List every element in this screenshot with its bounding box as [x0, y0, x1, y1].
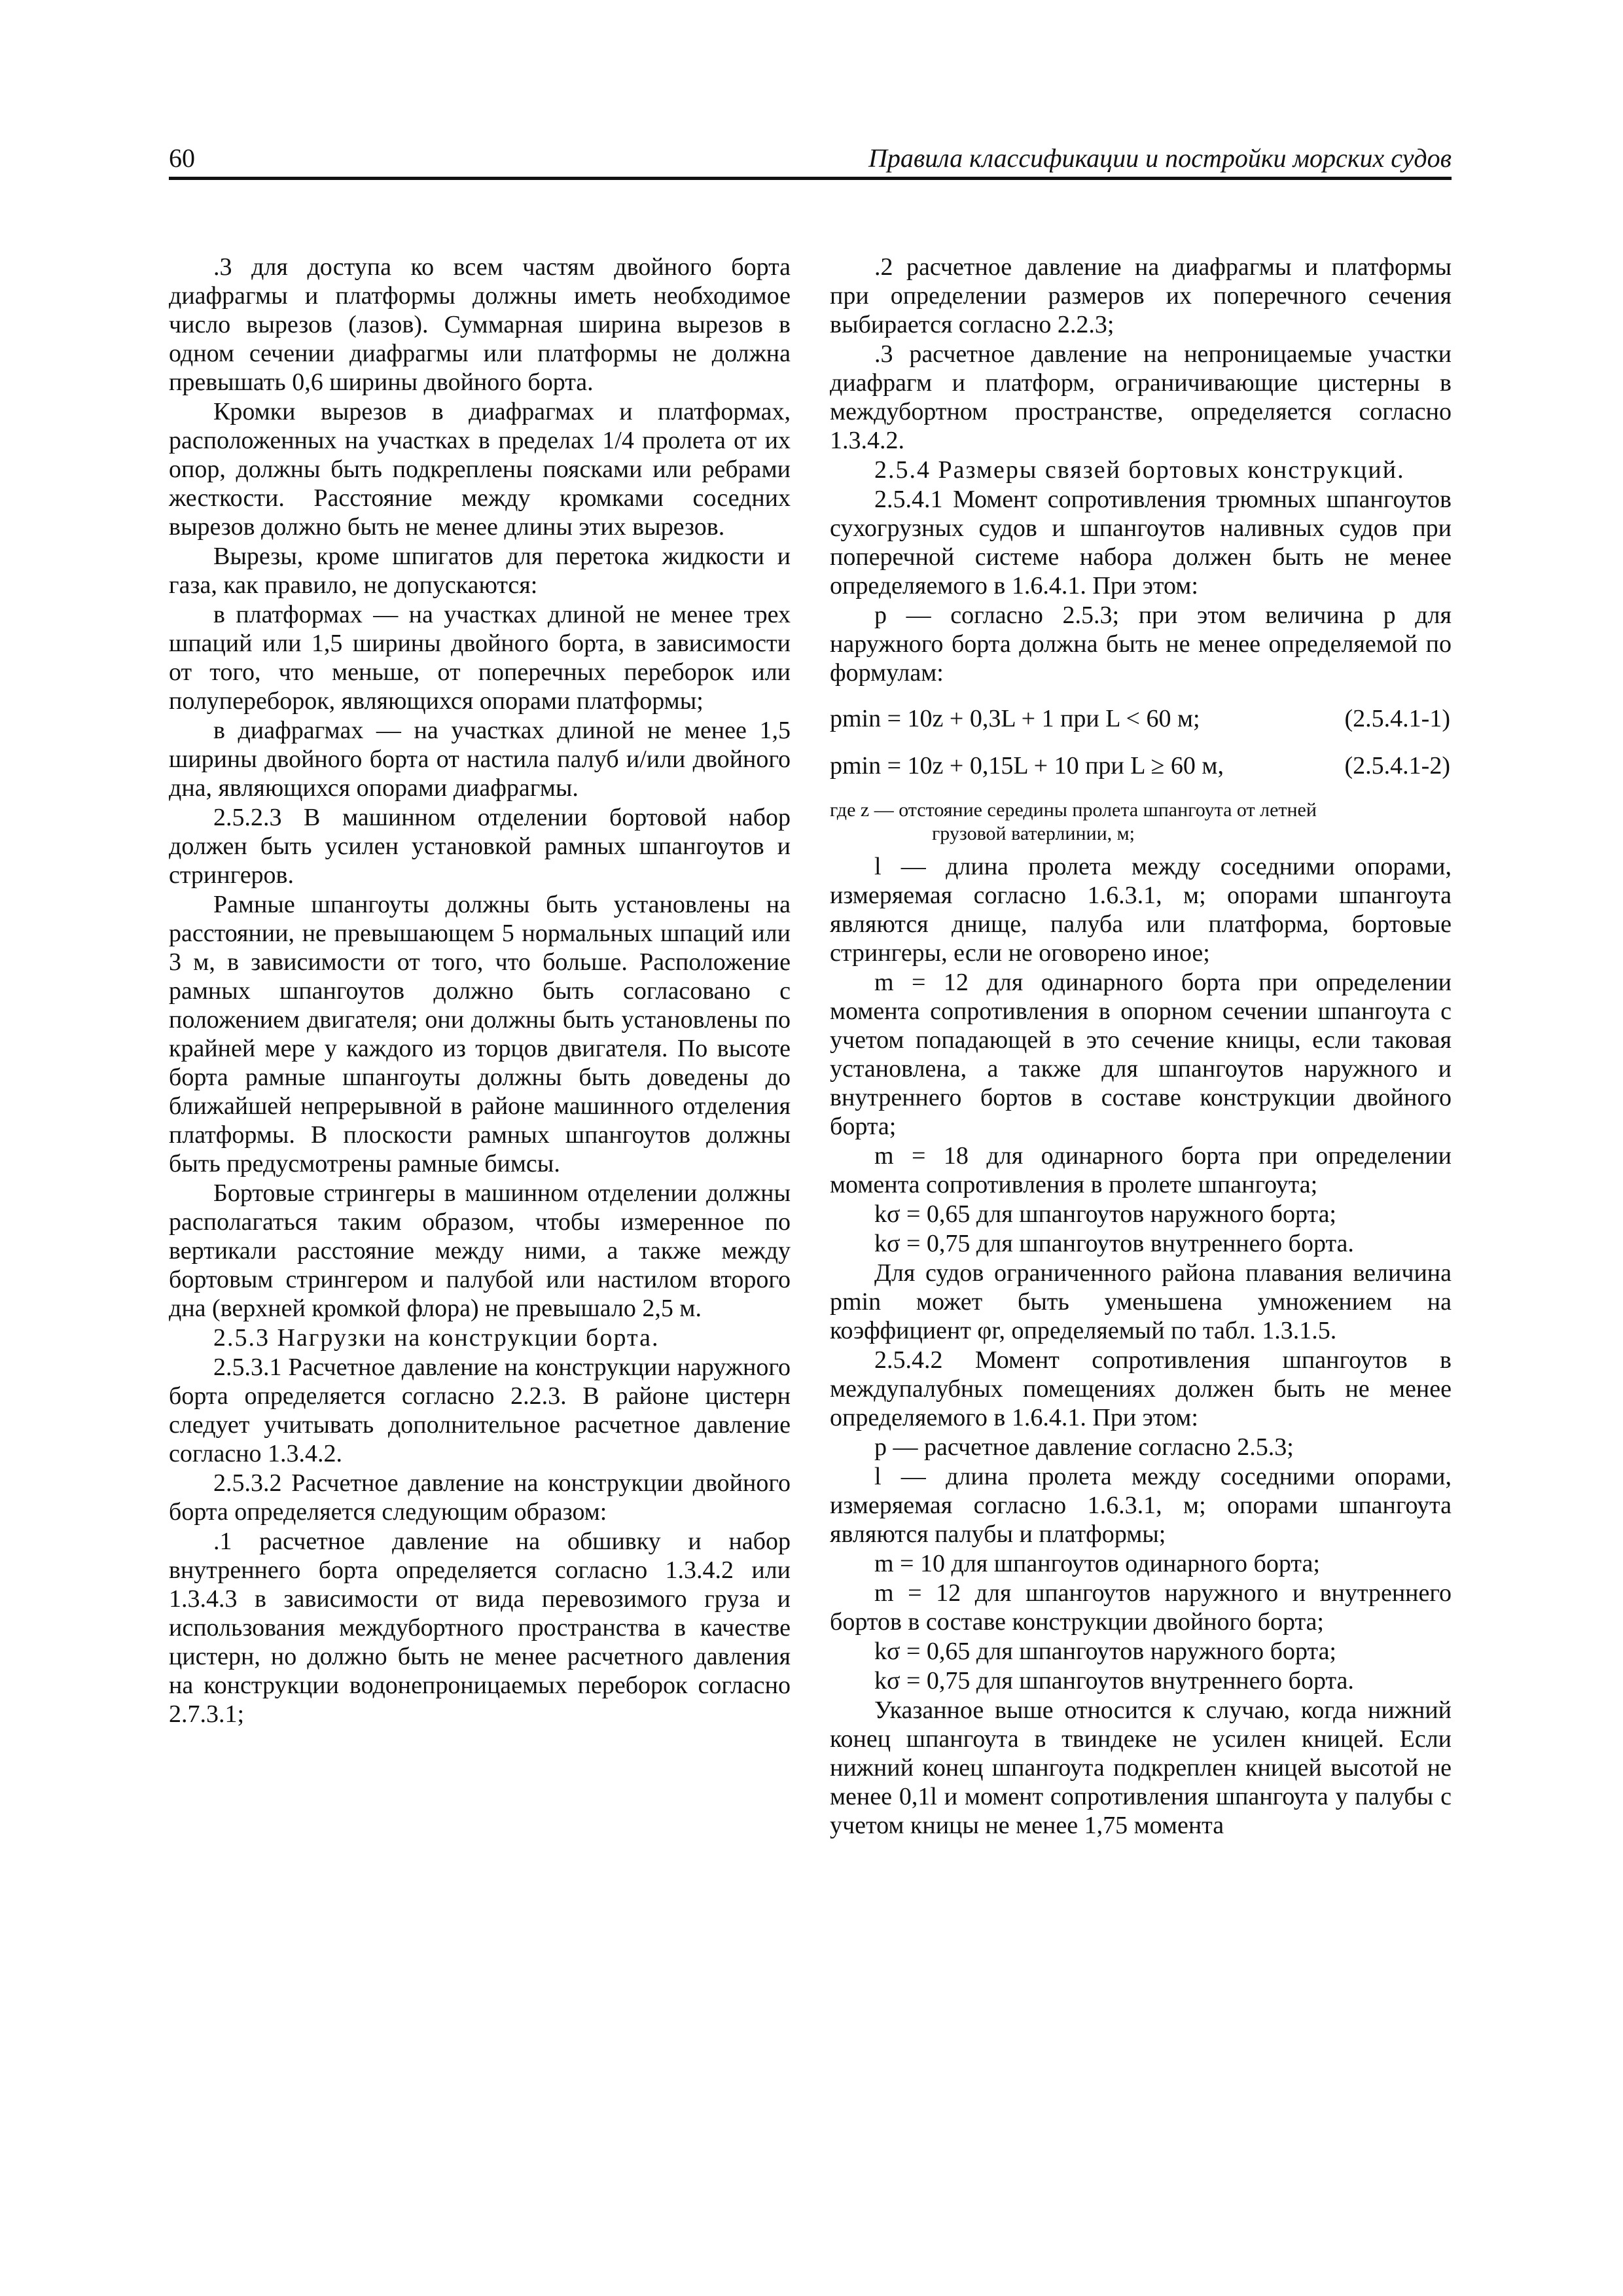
paragraph: Указанное выше относится к случаю, когда нижний конец шпангоута в твиндеке не усилен кницей. Если нижний конец шпангоута подкреплен кницей высотой не менее 0,1l и момент сопротивления шпангоута у палубы с учетом кницы не менее 1,75 момента: [830, 1696, 1452, 1839]
paragraph: l — длина пролета между соседними опорами, измеряемая согласно 1.6.3.1, м; опорами шпангоута являются палубы и платформы;: [830, 1463, 1452, 1548]
paragraph: l — длина пролета между соседними опорами, измеряемая согласно 1.6.3.1, м; опорами шпангоута являются днище, палуба или платформа, бортовые стрингеры, если не оговорено иное;: [830, 853, 1452, 967]
formula: pmin = 10z + 0,3L + 1 при L < 60 м;: [830, 705, 1200, 732]
paragraph: .3 для доступа ко всем частям двойного борта диафрагмы и платформы должны иметь необходимое число вырезов (лазов). Суммарная ширина вырезов в одном сечении диафрагмы или платформы не должна превышать 0,6 ширины двойного борта.: [169, 253, 791, 396]
paragraph: .2 расчетное давление на диафрагмы и платформы при определении размеров их поперечного сечения выбирается согласно 2.2.3;: [830, 253, 1452, 338]
paragraph: Кромки вырезов в диафрагмах и платформах, расположенных на участках в пределах 1/4 пролета от их опор, должны быть подкреплены поясками или ребрами жесткости. Расстояние между кромками соседних вырезов должно быть не менее длины этих вырезов.: [169, 398, 791, 541]
paragraph: kσ = 0,65 для шпангоутов наружного борта;: [874, 1200, 1336, 1228]
formula-number: (2.5.4.1-1): [1344, 705, 1450, 732]
paragraph: m = 10 для шпангоутов одинарного борта;: [874, 1550, 1320, 1577]
paragraph: 2.5.3.1 Расчетное давление на конструкции наружного борта определяется согласно 2.2.3. В районе цистерн следует учитывать дополнительное расчетное давление согласно 1.3.4.2.: [169, 1354, 791, 1467]
formula-1: [830, 704, 1452, 733]
paragraph: в платформах — на участках длиной не менее трех шпаций или 1,5 ширины двойного борта, в зависимости от того, что меньше, от поперечных переборок или полупереборок, являющихся опорами платформы;: [169, 601, 791, 715]
paragraph: 2.5.2.3 В машинном отделении бортовой набор должен быть усилен установкой рамных шпангоутов и стрингеров.: [169, 804, 791, 889]
paragraph: kσ = 0,65 для шпангоутов наружного борта;: [874, 1638, 1336, 1665]
paragraph: m = 12 для одинарного борта при определении момента сопротивления в опорном сечении шпангоута с учетом попадающей в это сечение кницы, если таковая установлена, а также для шпангоутов наружного и внутреннего бортов в составе конструкции двойного борта;: [830, 969, 1452, 1140]
paragraph: .3 расчетное давление на непроницаемые участки диафрагм и платформ, ограничивающие цистерны в междубортном пространстве, определяется согласно 1.3.4.2.: [830, 340, 1452, 454]
where-note: где z — отстояние середины пролета шпангоута от летней грузовой ватерлинии, м;: [830, 799, 1317, 844]
paragraph: m = 18 для одинарного борта при определении момента сопротивления в пролете шпангоута;: [830, 1142, 1452, 1198]
paragraph: Рамные шпангоуты должны быть установлены на расстоянии, не превышающем 5 нормальных шпаций или 3 м, в зависимости от того, что больше. Расположение рамных шпангоутов должно быть согласовано с положением двигателя; они должны быть установлены по крайней мере у каждого из торцов двигателя. По высоте борта рамные шпангоуты должны быть доведены до ближайшей непрерывной в районе машинного отделения платформы. В плоскости рамных шпангоутов должны быть предусмотрены рамные бимсы.: [169, 891, 791, 1177]
paragraph: Вырезы, кроме шпигатов для перетока жидкости и газа, как правило, не допускаются:: [169, 543, 791, 599]
right-column: [830, 253, 1452, 1840]
paragraph: .1 расчетное давление на обшивку и набор внутреннего борта определяется согласно 1.3.4.2 или 1.3.4.3 в зависимости от вида перевозимого груза и использования междубортного пространства в качестве цистерн, но должно быть не менее расчетного давления на конструкции водонепроницаемых переборок согласно 2.7.3.1;: [169, 1528, 791, 1728]
header-rule: [169, 177, 1452, 180]
paragraph: в диафрагмах — на участках длиной не менее 1,5 ширины двойного борта от настила палуб и/или двойного дна, являющихся опорами диафрагмы.: [169, 717, 791, 802]
paragraph: 2.5.4.2 Момент сопротивления шпангоутов в междупалубных помещениях должен быть не менее определяемого в 1.6.4.1. При этом:: [830, 1346, 1452, 1431]
fraction: 1/4: [602, 427, 634, 454]
page-number: 60: [169, 143, 195, 173]
paragraph: 2.5.4.1 Момент сопротивления трюмных шпангоутов сухогрузных судов и шпангоутов наливных судов при поперечной системе набора должен быть не менее определяемого в 1.6.4.1. При этом:: [830, 486, 1452, 600]
paragraph: kσ = 0,75 для шпангоутов внутреннего борта.: [874, 1230, 1354, 1257]
section-heading: 2.5.3 Нагрузки на конструкции борта.: [213, 1324, 660, 1352]
paragraph: m = 12 для шпангоутов наружного и внутреннего бортов в составе конструкции двойного борта;: [830, 1579, 1452, 1636]
formula: pmin = 10z + 0,15L + 10 при L ≥ 60 м,: [830, 752, 1224, 780]
formula-number: (2.5.4.1-2): [1344, 752, 1450, 780]
paragraph: Для судов ограниченного района плавания величина pmin может быть уменьшена умножением на коэффициент φr, определяемый по табл. 1.3.1.5.: [830, 1259, 1452, 1344]
paragraph: kσ = 0,75 для шпангоутов внутреннего борта.: [874, 1667, 1354, 1695]
running-title: Правила классификации и постройки морских судов: [868, 143, 1452, 173]
paragraph: 2.5.3.2 Расчетное давление на конструкции двойного борта определяется следующим образом:: [169, 1469, 791, 1526]
left-column: [169, 253, 791, 1729]
section-heading: 2.5.4 Размеры связей бортовых конструкций.: [874, 456, 1405, 484]
paragraph: p — согласно 2.5.3; при этом величина p для наружного борта должна быть не менее определяемой по формулам:: [830, 601, 1452, 687]
paragraph: p — расчетное давление согласно 2.5.3;: [874, 1433, 1294, 1461]
paragraph: Бортовые стрингеры в машинном отделении должны располагаться таким образом, чтобы измеренное по вертикали расстояние между ними, а также между бортовым стрингером и палубой или настилом второго дна (верхней кромкой флора) не превышало 2,5 м.: [169, 1179, 791, 1322]
formula-2: [830, 751, 1452, 780]
